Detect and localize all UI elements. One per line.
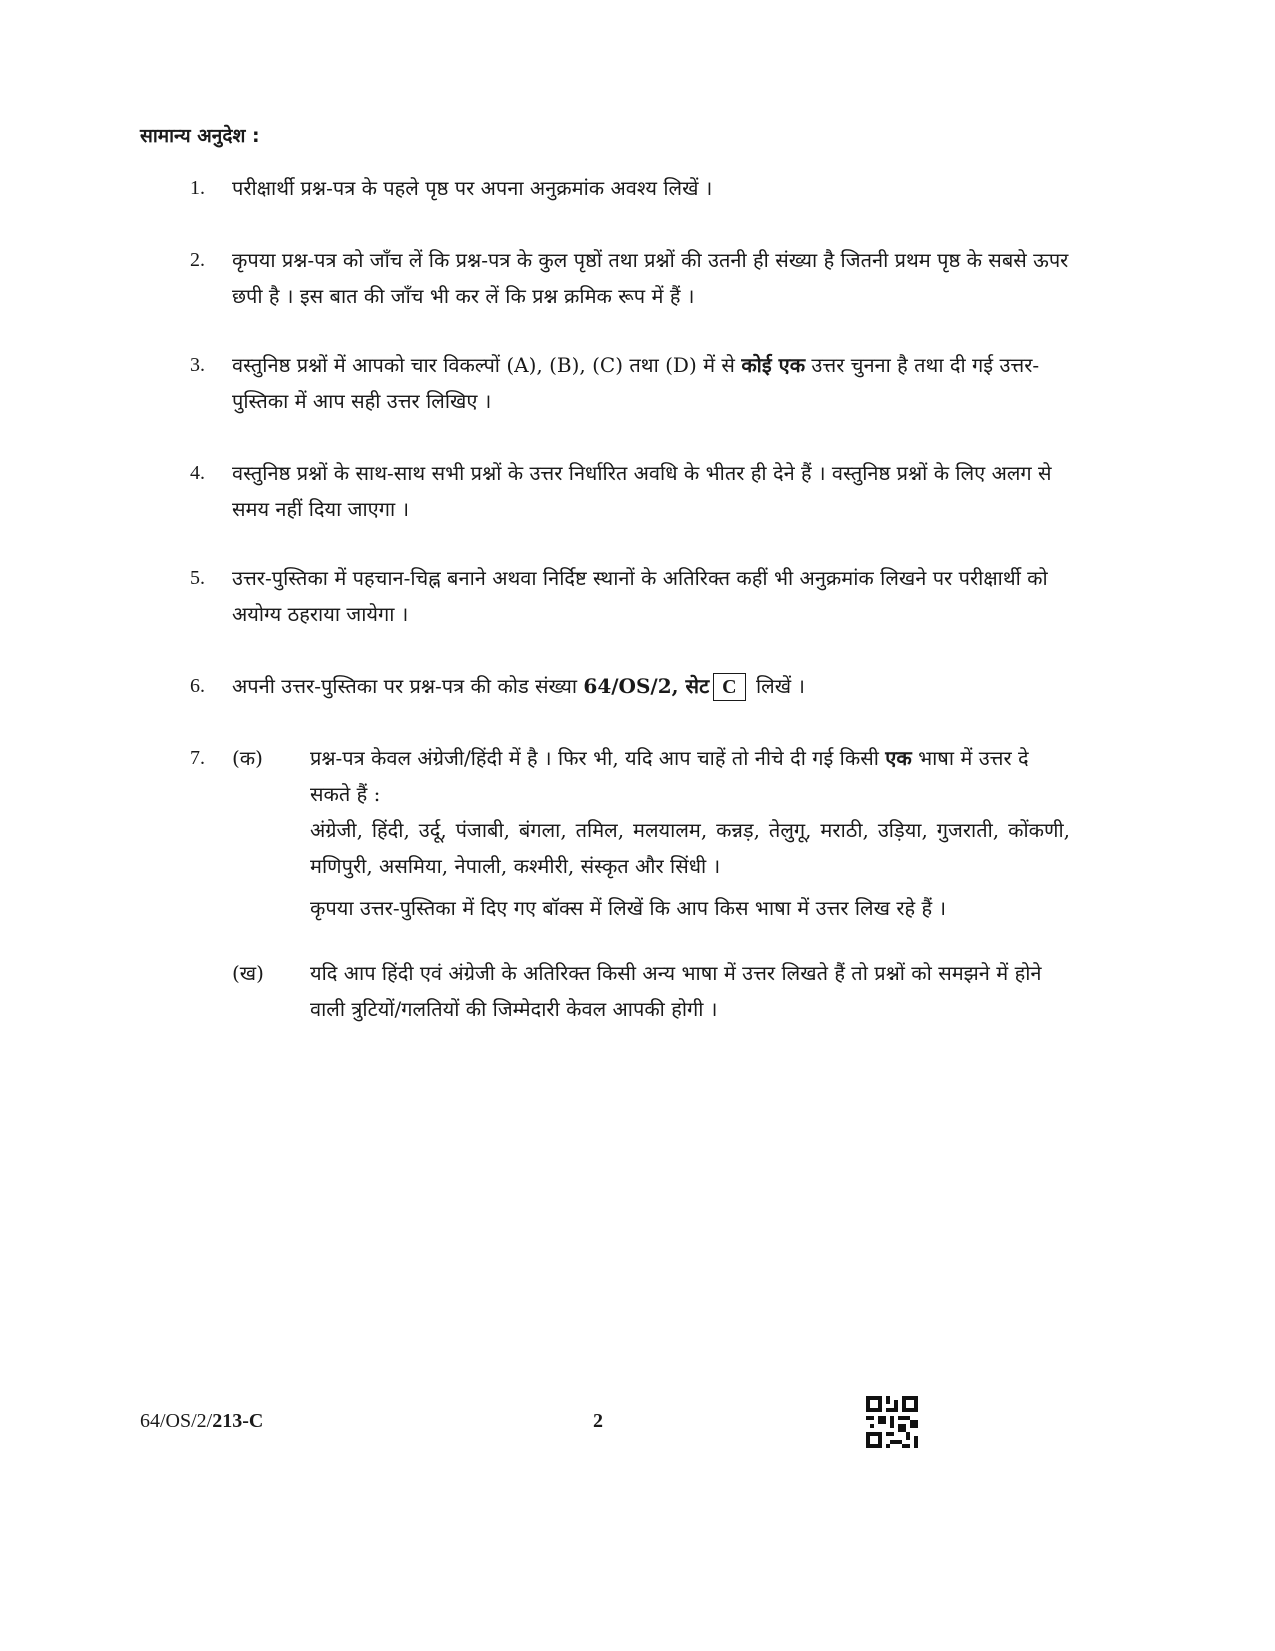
instruction-3 — [190, 347, 1070, 419]
instruction-text: उत्तर-पुस्तिका में पहचान-चिह्न बनाने अथवा निर्दिष्ट स्थानों के अतिरिक्त कहीं भी अनुक्रमांक लिखने पर परीक्षार्थी को अयोग्य ठहराया जायेगा । — [232, 566, 1048, 626]
text-part: वस्तुनिष्ठ प्रश्नों में आपको चार विकल्पों (A), (B), (C) तथा (D) में से — [232, 353, 735, 377]
text-part: भाषा में उत्तर दे सकते हैं : — [310, 746, 1029, 806]
set-box: C — [713, 673, 745, 701]
instruction-1 — [190, 170, 1070, 206]
text-part: लिखें । — [755, 674, 806, 698]
instruction-text: कृपया प्रश्न-पत्र को जाँच लें कि प्रश्न-पत्र के कुल पृष्ठों तथा प्रश्नों की उतनी ही संख्या है जितनी प्रथम पृष्ठ के सबसे ऊपर छपी है । इस बात की जाँच भी कर लें कि प्रश्न क्रमिक रूप में हैं । — [232, 248, 1069, 308]
paper-code-footer — [140, 1410, 263, 1433]
instruction-5 — [190, 560, 1070, 632]
page-heading: सामान्य अनुदेश : — [140, 125, 260, 147]
item-number: 5. — [190, 567, 205, 589]
item-number: 4. — [190, 462, 205, 484]
instruction-text — [232, 668, 1070, 704]
instruction-text: वस्तुनिष्ठ प्रश्नों के साथ-साथ सभी प्रश्नों के उत्तर निर्धारित अवधि के भीतर ही देने हैं । वस्तुनिष्ठ प्रश्नों के लिए अलग से समय नहीं दिया जाएगा । — [232, 461, 1052, 521]
instruction-7b — [232, 955, 1070, 1027]
qr-code-icon — [866, 1396, 918, 1448]
emphasis-text: एक — [885, 746, 912, 770]
languages-list: अंग्रेजी, हिंदी, उर्दू, पंजाबी, बंगला, तमिल, मलयालम, कन्नड़, तेलुगू, मराठी, उड़िया, गुजराती, कोंकणी, मणिपुरी, असमिया, नेपाली, कश्मीरी, संस्कृत और सिंधी । — [310, 818, 1070, 878]
sub-label: (क) — [232, 746, 263, 770]
text-part: प्रश्न-पत्र केवल अंग्रेजी/हिंदी में है । फिर भी, यदि आप चाहें तो नीचे दी गई किसी — [310, 746, 879, 770]
code-suffix: 213-C — [212, 1410, 264, 1432]
instruction-text — [232, 347, 1070, 419]
item-number: 2. — [190, 249, 205, 271]
text-part: उत्तर चुनना है तथा दी गई उत्तर-पुस्तिका में आप सही उत्तर लिखिए । — [232, 353, 1040, 413]
page-number: 2 — [593, 1410, 603, 1432]
instruction-7a — [232, 740, 1070, 926]
emphasis-text: कोई एक — [741, 353, 806, 377]
instruction-2 — [190, 242, 1070, 314]
item-number: 6. — [190, 675, 205, 697]
item-number: 3. — [190, 354, 205, 376]
item-number: 1. — [190, 177, 205, 199]
instruction-6 — [190, 668, 1070, 704]
code-prefix: 64/OS/2/ — [140, 1410, 213, 1432]
item-number: 7. — [190, 747, 205, 769]
instruction-text: परीक्षार्थी प्रश्न-पत्र के पहले पृष्ठ पर अपना अनुक्रमांक अवश्य लिखें । — [232, 176, 713, 200]
instruction-4 — [190, 455, 1070, 527]
language-note: कृपया उत्तर-पुस्तिका में दिए गए बॉक्स में लिखें कि आप किस भाषा में उत्तर लिख रहे हैं । — [310, 896, 947, 920]
sub-label: (ख) — [232, 961, 264, 985]
paper-code: 64/OS/2, सेट — [583, 674, 710, 698]
sub-text: यदि आप हिंदी एवं अंग्रेजी के अतिरिक्त किसी अन्य भाषा में उत्तर लिखते हैं तो प्रश्नों को समझने में होने वाली त्रुटियों/गलतियों की जिम्मेदारी केवल आपकी होगी । — [310, 961, 1042, 1021]
text-part: अपनी उत्तर-पुस्तिका पर प्रश्न-पत्र की कोड संख्या — [232, 674, 578, 698]
sub-text — [310, 740, 1070, 812]
